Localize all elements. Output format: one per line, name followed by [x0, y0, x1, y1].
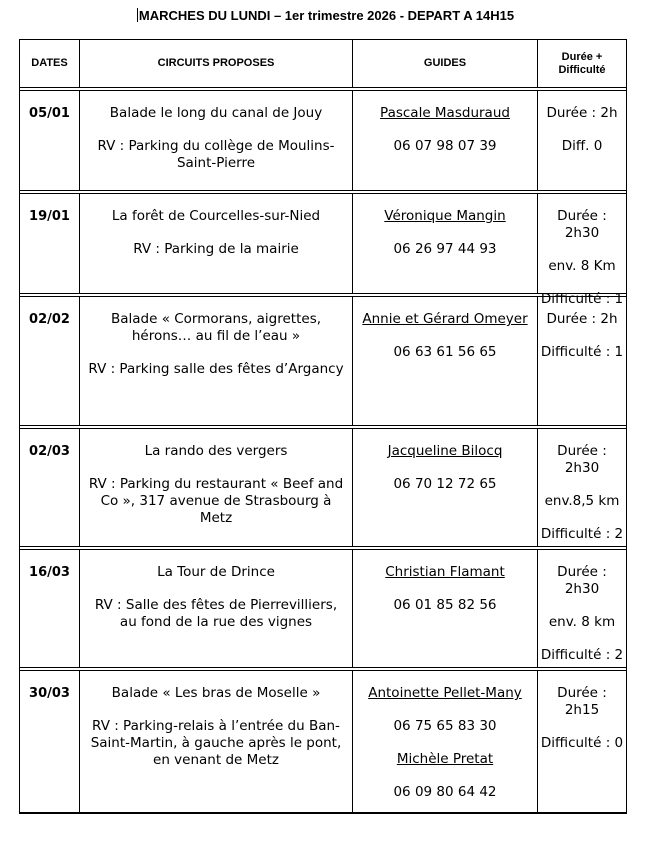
circuit-title: Balade « Les bras de Moselle »	[111, 685, 321, 701]
header-row	[20, 40, 626, 88]
circuit-cell	[80, 671, 353, 812]
meeting-point: RV : Salle des fêtes de Pierrevilliers, au fond de la rue des vignes	[94, 597, 338, 630]
meeting-point: RV : Parking de la mairie	[133, 241, 299, 257]
date-cell: 02/02	[20, 297, 80, 425]
table-grid	[19, 39, 627, 814]
guide-phone: 06 26 97 44 93	[393, 241, 497, 257]
duree-line: Durée : 2h30	[557, 443, 607, 476]
duree-cell	[538, 297, 626, 425]
guides-cell	[353, 671, 538, 812]
duree-cell	[538, 429, 626, 546]
duree-line: Difficulté : 1	[540, 291, 624, 307]
header-duree-line1: Durée +	[561, 50, 603, 63]
date-cell: 19/01	[20, 194, 80, 293]
duree-line: Durée : 2h30	[557, 564, 607, 597]
circuit-title: Balade « Cormorans, aigrettes, hérons… au fil de l’eau »	[110, 311, 322, 344]
guide-phone: 06 63 61 56 65	[393, 344, 497, 360]
meeting-point: RV : Parking du restaurant « Beef and Co », 317 avenue de Strasbourg à Metz	[88, 476, 344, 526]
guide-name: Antoinette Pellet-Many	[368, 685, 522, 701]
circuit-cell	[80, 297, 353, 425]
schedule-table	[19, 39, 627, 814]
duree-line: Diff. 0	[561, 138, 603, 154]
table-row	[20, 429, 626, 547]
guide-name: Pascale Masduraud	[380, 105, 510, 121]
table-row	[20, 671, 626, 813]
table-row	[20, 194, 626, 307]
guides-cell	[353, 550, 538, 667]
guides-cell	[353, 194, 538, 293]
duree-cell	[538, 550, 626, 667]
date-cell: 30/03	[20, 671, 80, 812]
table-row	[20, 91, 626, 191]
meeting-point: RV : Parking-relais à l’entrée du Ban-Saint-Martin, à gauche après le pont, en venant de Metz	[90, 718, 342, 768]
circuit-cell	[80, 550, 353, 667]
duree-line: Difficulté : 2	[540, 526, 624, 542]
duree-line: env. 8 Km	[548, 258, 616, 274]
header-circuits: CIRCUITS PROPOSES	[80, 40, 353, 87]
guide-phone: 06 07 98 07 39	[393, 138, 497, 154]
header-duree	[538, 40, 626, 87]
header-dates: DATES	[20, 40, 80, 87]
circuit-cell	[80, 429, 353, 546]
header-duree-line2: Difficulté	[558, 63, 606, 76]
text-cursor	[137, 8, 138, 22]
circuit-title: La rando des vergers	[144, 443, 288, 459]
duree-cell	[538, 194, 626, 307]
guide-name: Jacqueline Bilocq	[387, 443, 503, 459]
circuit-title: La forêt de Courcelles-sur-Nied	[111, 208, 321, 224]
meeting-point: RV : Parking salle des fêtes d’Argancy	[88, 361, 344, 377]
guide-phone: 06 09 80 64 42	[393, 784, 497, 800]
duree-line: Durée : 2h	[546, 311, 618, 327]
duree-cell	[538, 91, 626, 190]
date-cell: 02/03	[20, 429, 80, 546]
title-text: MARCHES DU LUNDI – 1er trimestre 2026 - DEPART A 14H15	[138, 8, 515, 23]
guide-phone: 06 01 85 82 56	[393, 597, 497, 613]
duree-line: Difficulté : 0	[540, 735, 624, 751]
circuit-title: Balade le long du canal de Jouy	[109, 105, 323, 121]
document-title	[0, 8, 651, 23]
guide-name: Michèle Pretat	[396, 751, 494, 767]
duree-cell	[538, 671, 626, 812]
circuit-cell	[80, 194, 353, 293]
duree-line: Durée : 2h	[546, 105, 618, 121]
guide-name: Annie et Gérard Omeyer	[362, 311, 528, 327]
duree-line: Durée : 2h15	[557, 685, 607, 718]
duree-line: Difficulté : 2	[540, 647, 624, 663]
date-cell: 16/03	[20, 550, 80, 667]
guides-cell	[353, 91, 538, 190]
duree-line: env.8,5 km	[544, 493, 620, 509]
duree-line: Difficulté : 1	[540, 344, 624, 360]
table-row	[20, 550, 626, 668]
duree-line: Durée : 2h30	[557, 208, 607, 241]
date-cell: 05/01	[20, 91, 80, 190]
table-row	[20, 297, 626, 426]
meeting-point: RV : Parking du collège de Moulins-Saint-Pierre	[97, 138, 335, 171]
header-guides: GUIDES	[353, 40, 538, 87]
circuit-cell	[80, 91, 353, 190]
guides-cell	[353, 429, 538, 546]
guide-name: Véronique Mangin	[384, 208, 506, 224]
circuit-title: La Tour de Drince	[157, 564, 275, 580]
guide-name: Christian Flamant	[385, 564, 505, 580]
guide-phone: 06 75 65 83 30	[393, 718, 497, 734]
duree-line: env. 8 km	[548, 614, 616, 630]
guides-cell	[353, 297, 538, 425]
guide-phone: 06 70 12 72 65	[393, 476, 497, 492]
